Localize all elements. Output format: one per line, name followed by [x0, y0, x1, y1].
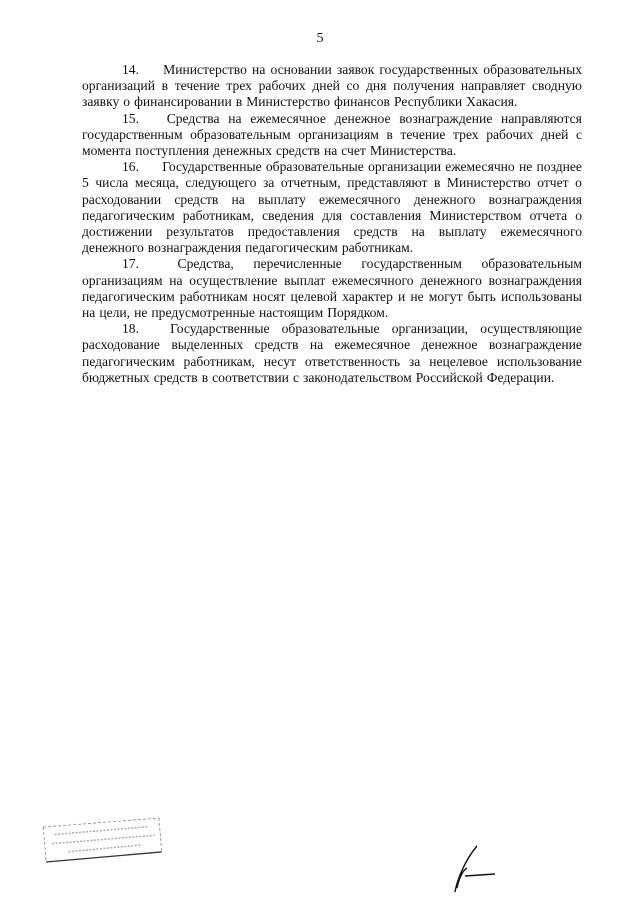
paragraph-line: педагогическим работникам, сведения для составления Министерством отчета о — [82, 207, 582, 223]
page-number: 5 — [316, 31, 324, 46]
paragraph-line: достижении результатов предоставления средств на выплату ежемесячного — [82, 224, 582, 240]
document-body — [82, 62, 582, 386]
paragraph-line: 17. Средства, перечисленные государственным образовательным — [122, 256, 582, 272]
paragraph-line: бюджетных средств в соответствии с законодательством Российской Федерации. — [82, 369, 555, 385]
paragraph-line: организаций в течение трех рабочих дней со дня получения направляет сводную — [82, 78, 582, 94]
paragraph-line: 14. Министерство на основании заявок государственных образовательных — [122, 62, 582, 77]
paragraph-number: 18. — [122, 321, 139, 337]
paragraph-line: педагогическим работникам носят целевой характер и не могут быть использованы — [82, 288, 582, 304]
paragraph-line: расходовании средств на выплату ежемесячного денежного вознаграждения — [82, 191, 582, 207]
paragraph-number: 17. — [122, 256, 139, 272]
paragraph-line: государственным образовательным организациям в течение трех рабочих дней с — [82, 126, 582, 142]
paragraph-line: 18. Государственные образовательные организации, осуществляющие — [122, 321, 582, 337]
paragraph-line: 16. Государственные образовательные организации ежемесячно не позднее — [122, 159, 582, 175]
paragraph-line: момента поступления денежных средств на счет Министерства. — [82, 143, 457, 159]
paragraph-line: расходование выделенных средств на ежемесячное денежное вознаграждение — [82, 337, 582, 353]
paragraph-number: 15. — [122, 110, 139, 126]
paragraph-line: денежного вознаграждения педагогическим работникам. — [82, 240, 414, 256]
paragraph-line: на цели, не предусмотренные настоящим Порядком. — [82, 305, 389, 321]
paragraph-line: 15. Средства на ежемесячное денежное вознаграждение направляются — [122, 110, 582, 126]
paragraph-number: 14. — [122, 62, 139, 77]
paragraph-line: 5 числа месяца, следующего за отчетным, представляют в Министерство отчет о — [82, 175, 582, 191]
official-stamp — [39, 815, 166, 866]
paragraph-number: 16. — [122, 159, 139, 175]
paragraph-line: организациям на осуществление выплат ежемесячного денежного вознаграждения — [82, 272, 582, 288]
paragraph-line: педагогическим работникам, несут ответственность за нецелевое использование — [82, 353, 582, 369]
signature — [445, 840, 505, 895]
paragraph-line: заявку о финансировании в Министерство финансов Республики Хакасия. — [82, 94, 518, 110]
